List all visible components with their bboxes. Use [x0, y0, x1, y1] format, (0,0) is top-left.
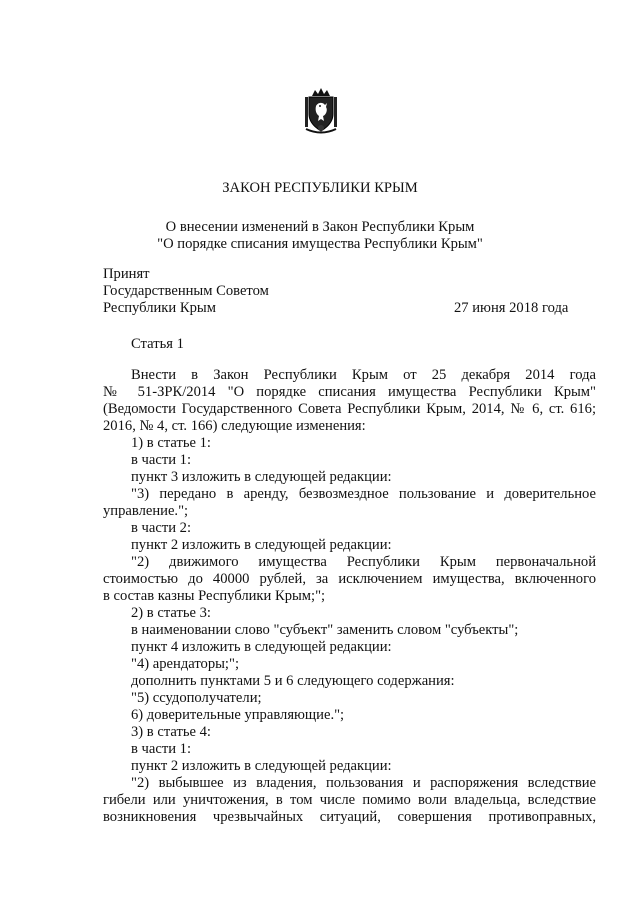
document-subtitle-line-2: "О порядке списания имущества Республики Крым"	[157, 236, 483, 252]
article-line: "2) движимого имущества Республики Крым первоначальной	[131, 554, 596, 570]
document-subtitle-line-1: О внесении изменений в Закон Республики Крым	[165, 219, 475, 235]
article-line: в состав казны Республики Крым;";	[103, 588, 326, 604]
adoption-line-2: Государственным Советом	[103, 283, 269, 299]
adoption-line-3: Республики Крым	[103, 300, 216, 316]
article-line: "4) арендаторы;";	[131, 656, 239, 672]
article-line: "3) передано в аренду, безвозмездное пользование и доверительное	[131, 486, 596, 502]
article-line: стоимостью до 40000 рублей, за исключением имущества, включенного	[103, 571, 596, 587]
article-line: пункт 3 изложить в следующей редакции:	[131, 469, 392, 485]
article-line: в части 1:	[131, 452, 192, 468]
article-line: пункт 2 изложить в следующей редакции:	[131, 758, 392, 774]
article-line: пункт 4 изложить в следующей редакции:	[131, 639, 392, 655]
article-line: 2016, № 4, ст. 166) следующие изменения:	[103, 418, 366, 434]
article-line: пункт 2 изложить в следующей редакции:	[131, 537, 392, 553]
article-line: гибели или уничтожения, в том числе помимо воли владельца, вследствие	[103, 792, 596, 808]
article-line: Внести в Закон Республики Крым от 25 декабря 2014 года	[131, 367, 596, 383]
article-line: 1) в статье 1:	[131, 435, 211, 451]
article-line: возникновения чрезвычайных ситуаций, совершения противоправных,	[103, 809, 596, 825]
article-line: в наименовании слово "субъект" заменить словом "субъекты";	[131, 622, 519, 638]
article-line: (Ведомости Государственного Совета Республики Крым, 2014, № 6, ст. 616;	[103, 401, 596, 417]
article-line: в части 1:	[131, 741, 192, 757]
article-line: 2) в статье 3:	[131, 605, 211, 621]
document-title: ЗАКОН РЕСПУБЛИКИ КРЫМ	[222, 180, 418, 196]
article-line: "2) выбывшее из владения, пользования и распоряжения вследствие	[131, 775, 596, 791]
article-line: в части 2:	[131, 520, 192, 536]
article-line: 6) доверительные управляющие.";	[131, 707, 345, 723]
article-heading: Статья 1	[131, 336, 184, 352]
article-line: управление.";	[103, 503, 189, 519]
article-line: № 51-ЗРК/2014 "О порядке списания имущества Республики Крым"	[103, 384, 596, 400]
article-line: 3) в статье 4:	[131, 724, 211, 740]
crimea-coat-of-arms-icon	[302, 88, 340, 134]
adoption-date: 27 июня 2018 года	[454, 300, 569, 316]
adoption-line-1: Принят	[103, 266, 150, 282]
article-line: "5) ссудополучатели;	[131, 690, 262, 706]
article-line: дополнить пунктами 5 и 6 следующего содержания:	[131, 673, 455, 689]
